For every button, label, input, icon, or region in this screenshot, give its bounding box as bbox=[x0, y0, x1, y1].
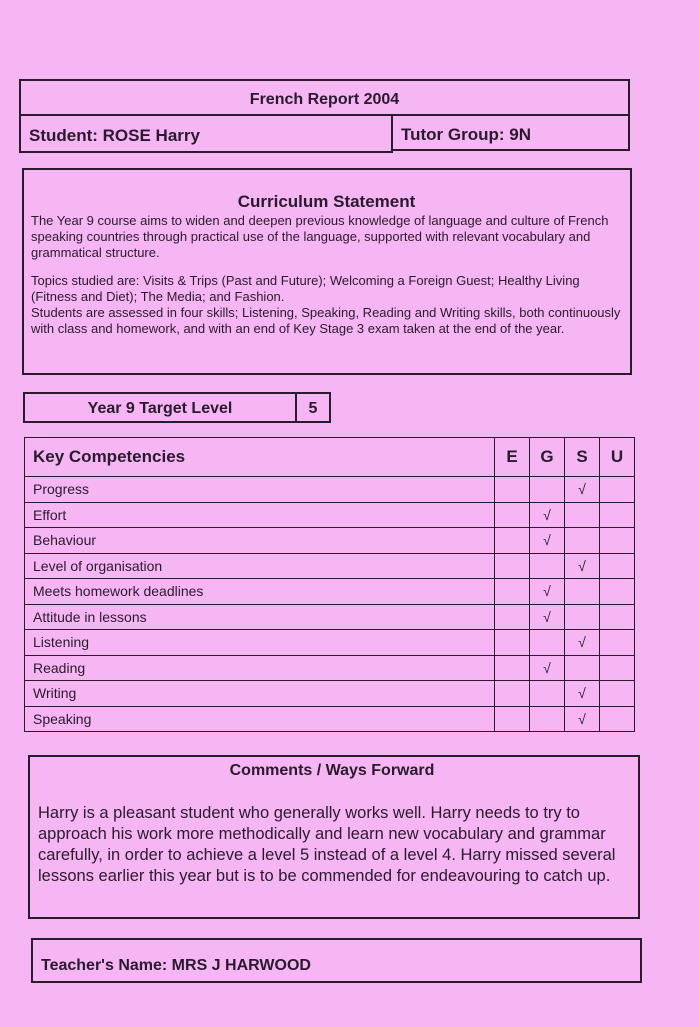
grade-cell-e bbox=[495, 604, 530, 630]
check-mark-icon: √ bbox=[578, 557, 586, 574]
report-title: French Report 2004 bbox=[19, 79, 630, 116]
grade-cell-u bbox=[600, 579, 635, 605]
grade-cell-g bbox=[530, 630, 565, 656]
competency-row bbox=[25, 655, 635, 681]
grade-cell-s bbox=[565, 579, 600, 605]
comments-text: Harry is a pleasant student who generally works well. Harry needs to try to approach his work more methodically and learn new vocabulary and grammar carefully, in order to achieve a level 5 instead of a level 4. Harry missed several lessons earlier this year but is to be commended for endeavouring to catch up. bbox=[38, 804, 616, 885]
target-level-label: Year 9 Target Level bbox=[23, 392, 297, 423]
grade-cell-g bbox=[530, 477, 565, 503]
grade-cell-e bbox=[495, 630, 530, 656]
grade-cell-e bbox=[495, 579, 530, 605]
curriculum-paragraph-3: Students are assessed in four skills; Listening, Speaking, Reading and Writing skills, both continuously with class and homework, and with an end of Key Stage 3 exam taken at the end of the year. bbox=[31, 305, 621, 336]
competencies-header-row bbox=[25, 438, 635, 477]
competency-row bbox=[25, 477, 635, 503]
grade-cell-s bbox=[565, 681, 600, 707]
check-mark-icon: √ bbox=[578, 685, 586, 702]
check-mark-icon: √ bbox=[543, 659, 551, 676]
grade-cell-g bbox=[530, 553, 565, 579]
competency-row bbox=[25, 528, 635, 554]
competency-name: Behaviour bbox=[25, 528, 495, 554]
grade-cell-e bbox=[495, 655, 530, 681]
check-mark-icon: √ bbox=[543, 608, 551, 625]
competencies-heading: Key Competencies bbox=[25, 438, 495, 477]
target-level-value: 5 bbox=[295, 392, 331, 423]
grade-header-e: E bbox=[495, 438, 530, 477]
grade-header-u: U bbox=[600, 438, 635, 477]
grade-cell-g bbox=[530, 706, 565, 732]
grade-cell-u bbox=[600, 553, 635, 579]
competency-row bbox=[25, 630, 635, 656]
competency-row bbox=[25, 706, 635, 732]
check-mark-icon: √ bbox=[543, 583, 551, 600]
comments-box bbox=[28, 755, 640, 919]
grade-cell-s bbox=[565, 655, 600, 681]
competency-row bbox=[25, 502, 635, 528]
check-mark-icon: √ bbox=[578, 710, 586, 727]
grade-cell-s bbox=[565, 477, 600, 503]
grade-cell-g bbox=[530, 604, 565, 630]
check-mark-icon: √ bbox=[543, 506, 551, 523]
grade-cell-u bbox=[600, 706, 635, 732]
grade-cell-g bbox=[530, 655, 565, 681]
tutor-group: Tutor Group: 9N bbox=[391, 114, 630, 151]
grade-cell-e bbox=[495, 528, 530, 554]
grade-header-s: S bbox=[565, 438, 600, 477]
grade-cell-e bbox=[495, 477, 530, 503]
grade-cell-e bbox=[495, 706, 530, 732]
curriculum-heading: Curriculum Statement bbox=[237, 192, 416, 211]
grade-cell-g bbox=[530, 579, 565, 605]
competency-row bbox=[25, 681, 635, 707]
curriculum-paragraph-2: Topics studied are: Visits & Trips (Past and Future); Welcoming a Foreign Guest; Healthy Living (Fitness and Diet); The Media; and Fashion. bbox=[31, 273, 580, 304]
grade-cell-s bbox=[565, 528, 600, 554]
curriculum-statement bbox=[22, 168, 632, 375]
grade-cell-s bbox=[565, 706, 600, 732]
competency-name: Reading bbox=[25, 655, 495, 681]
competency-name: Writing bbox=[25, 681, 495, 707]
student-name: Student: ROSE Harry bbox=[19, 114, 393, 153]
grade-cell-s bbox=[565, 604, 600, 630]
competency-name: Progress bbox=[25, 477, 495, 503]
competency-name: Attitude in lessons bbox=[25, 604, 495, 630]
competency-name: Meets homework deadlines bbox=[25, 579, 495, 605]
competency-name: Effort bbox=[25, 502, 495, 528]
grade-cell-g bbox=[530, 681, 565, 707]
grade-cell-g bbox=[530, 502, 565, 528]
competency-name: Listening bbox=[25, 630, 495, 656]
check-mark-icon: √ bbox=[578, 634, 586, 651]
grade-cell-u bbox=[600, 604, 635, 630]
grade-cell-u bbox=[600, 528, 635, 554]
grade-cell-g bbox=[530, 528, 565, 554]
competency-row bbox=[25, 579, 635, 605]
grade-cell-u bbox=[600, 477, 635, 503]
grade-header-g: G bbox=[530, 438, 565, 477]
grade-cell-u bbox=[600, 681, 635, 707]
competency-name: Speaking bbox=[25, 706, 495, 732]
comments-heading: Comments / Ways Forward bbox=[229, 762, 435, 779]
competency-name: Level of organisation bbox=[25, 553, 495, 579]
competency-row bbox=[25, 553, 635, 579]
teacher-name: Teacher's Name: MRS J HARWOOD bbox=[31, 938, 642, 983]
grade-cell-u bbox=[600, 502, 635, 528]
grade-cell-s bbox=[565, 502, 600, 528]
grade-cell-u bbox=[600, 655, 635, 681]
check-mark-icon: √ bbox=[543, 532, 551, 549]
competencies-table bbox=[24, 437, 635, 732]
curriculum-paragraph-1: The Year 9 course aims to widen and deepen previous knowledge of language and culture of French speaking countries through practical use of the language, supported with relevant vocabulary and grammatical structure. bbox=[31, 213, 609, 260]
grade-cell-e bbox=[495, 502, 530, 528]
grade-cell-s bbox=[565, 553, 600, 579]
grade-cell-e bbox=[495, 553, 530, 579]
competency-row bbox=[25, 604, 635, 630]
check-mark-icon: √ bbox=[578, 481, 586, 498]
grade-cell-e bbox=[495, 681, 530, 707]
grade-cell-u bbox=[600, 630, 635, 656]
grade-cell-s bbox=[565, 630, 600, 656]
